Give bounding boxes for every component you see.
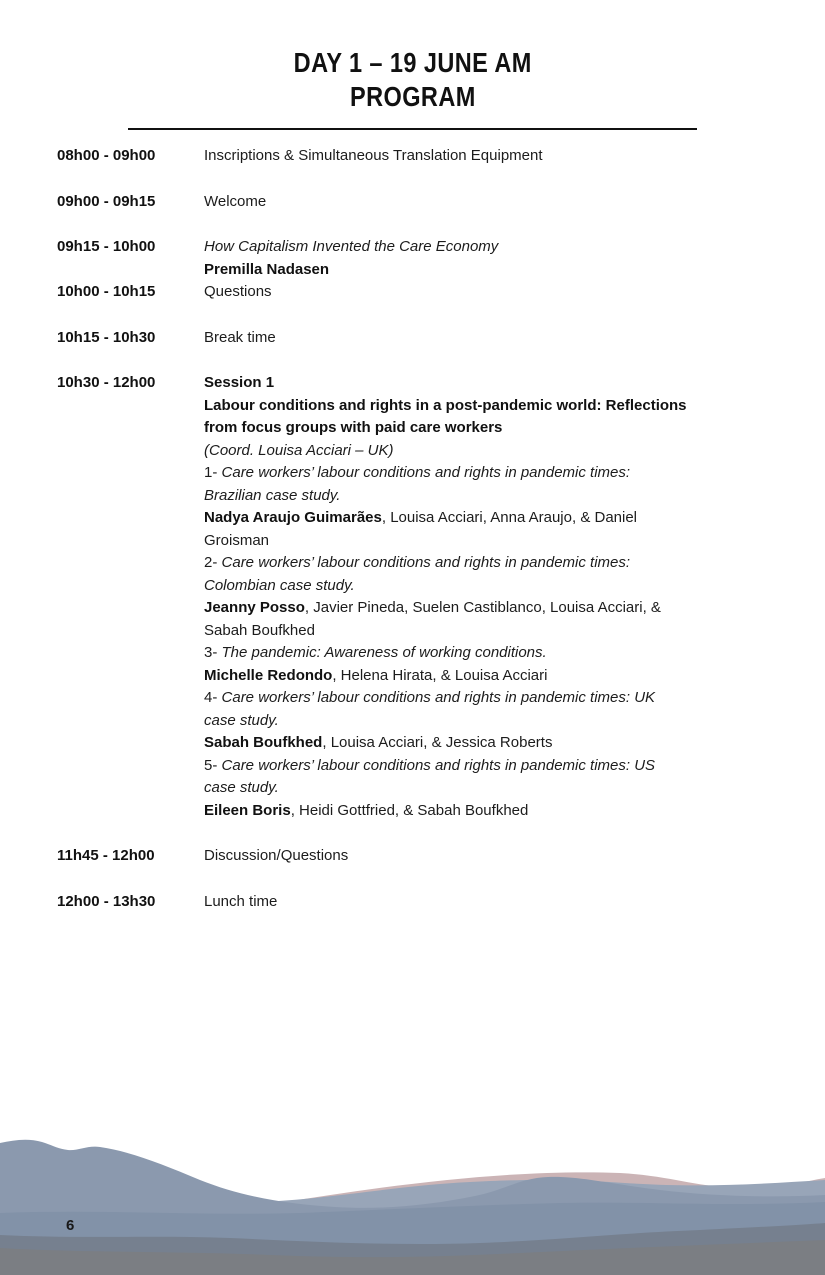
time-range: 09h00 - 09h15 <box>57 192 156 210</box>
text-segment: Session 1 <box>204 374 275 391</box>
text-segment: , Heidi Gottfried, & Sabah Boufkhed <box>290 801 529 819</box>
schedule-row <box>57 281 769 304</box>
text-segment: Michelle Redondo <box>204 666 333 684</box>
text-segment: Break time <box>204 328 276 346</box>
text-segment: Care workers’ labour conditions and rights in pandemic times: UK <box>221 689 656 706</box>
schedule-row <box>57 891 769 914</box>
schedule-line <box>204 462 769 485</box>
text-segment: Colombian case study. <box>204 576 355 594</box>
text-segment: , Javier Pineda, Suelen Castiblanco, Louisa Acciari, & <box>304 599 661 616</box>
schedule-row <box>57 145 769 168</box>
page-title-line1 <box>0 46 825 80</box>
text-segment: Welcome <box>204 192 267 210</box>
schedule-line <box>204 530 769 553</box>
schedule-line <box>204 642 769 665</box>
footer-mountain-illustration <box>0 1085 825 1275</box>
schedule-line <box>204 620 769 643</box>
schedule-row <box>57 845 769 868</box>
time-range: 10h15 - 10h30 <box>57 328 156 346</box>
schedule-line <box>204 236 769 259</box>
text-segment: Lunch time <box>204 892 278 910</box>
text-segment: case study. <box>204 779 279 796</box>
schedule-line <box>204 395 769 418</box>
schedule-line <box>204 665 769 688</box>
schedule-line <box>204 777 769 800</box>
schedule-row <box>57 191 769 214</box>
text-segment: Brazilian case study. <box>204 486 341 504</box>
schedule-line <box>204 552 769 575</box>
schedule-line <box>204 485 769 508</box>
text-segment: 4- <box>204 689 222 706</box>
text-segment: Inscriptions & Simultaneous Translation Equipment <box>204 147 543 164</box>
schedule-row <box>57 236 769 281</box>
schedule-line <box>204 845 769 868</box>
event-description <box>204 191 769 214</box>
text-segment: Care workers’ labour conditions and rights in pandemic times: <box>221 464 631 481</box>
page-title-line2 <box>0 80 825 114</box>
event-description <box>204 281 769 304</box>
schedule-line <box>204 800 769 823</box>
schedule-row <box>57 372 769 822</box>
text-segment: Questions <box>204 283 272 300</box>
event-description <box>204 845 769 868</box>
title-divider-rule <box>128 128 697 130</box>
text-segment: The pandemic: Awareness of working conditions. <box>221 644 547 661</box>
schedule-line <box>204 575 769 598</box>
time-range: 11h45 - 12h00 <box>57 847 155 864</box>
text-segment: case study. <box>204 711 279 729</box>
text-segment: Discussion/Questions <box>204 847 349 864</box>
text-segment: , Louisa Acciari, & Jessica Roberts <box>322 734 553 751</box>
title-day-text: DAY 1 – 19 JUNE AM <box>293 47 532 78</box>
schedule-line <box>204 372 769 395</box>
schedule-line <box>204 732 769 755</box>
schedule-line <box>204 259 769 282</box>
text-segment: Groisman <box>204 531 270 549</box>
event-description <box>204 145 769 168</box>
text-segment: 5- <box>204 756 222 774</box>
text-segment: , Louisa Acciari, Anna Araujo, & Daniel <box>381 509 638 526</box>
text-segment: Labour conditions and rights in a post-pandemic world: Reflections <box>204 396 687 414</box>
text-segment: 3- <box>204 644 222 661</box>
text-segment: Care workers’ labour conditions and rights in pandemic times: US <box>221 756 656 774</box>
time-range: 09h15 - 10h00 <box>57 238 156 255</box>
text-segment: Sabah Boufkhed <box>204 621 315 639</box>
time-range: 10h00 - 10h15 <box>57 283 156 300</box>
schedule-line <box>204 687 769 710</box>
text-segment: from focus groups with paid care workers <box>204 419 503 436</box>
schedule-line <box>204 710 769 733</box>
text-segment: Sabah Boufkhed <box>204 734 323 751</box>
text-segment: 1- <box>204 464 222 481</box>
schedule-row <box>57 327 769 350</box>
time-range: 12h00 - 13h30 <box>57 892 156 910</box>
schedule-line <box>204 417 769 440</box>
text-segment: How Capitalism Invented the Care Economy <box>204 238 499 255</box>
event-description <box>204 236 769 281</box>
schedule-line <box>204 145 769 168</box>
schedule-line <box>204 440 769 463</box>
event-description <box>204 327 769 350</box>
text-segment: , Helena Hirata, & Louisa Acciari <box>332 666 548 684</box>
page-number: 6 <box>66 1217 75 1234</box>
title-program-text: PROGRAM <box>349 81 476 112</box>
schedule-line <box>204 327 769 350</box>
event-description <box>204 891 769 914</box>
schedule-line <box>204 597 769 620</box>
schedule-line <box>204 281 769 304</box>
text-segment: 2- <box>204 554 222 571</box>
text-segment: Premilla Nadasen <box>204 260 330 278</box>
text-segment: Nadya Araujo Guimarães <box>204 509 382 526</box>
time-range: 10h30 - 12h00 <box>57 374 156 391</box>
schedule-line <box>204 755 769 778</box>
text-segment: Jeanny Posso <box>204 599 305 616</box>
time-range: 08h00 - 09h00 <box>57 147 156 164</box>
text-segment: Eileen Boris <box>204 801 291 819</box>
schedule-table <box>57 145 769 913</box>
page-title <box>0 46 825 130</box>
event-description <box>204 372 769 822</box>
text-segment: (Coord. Louisa Acciari – UK) <box>204 441 394 459</box>
schedule-line <box>204 191 769 214</box>
text-segment: Care workers’ labour conditions and rights in pandemic times: <box>221 554 631 571</box>
schedule-line <box>204 507 769 530</box>
schedule-line <box>204 891 769 914</box>
